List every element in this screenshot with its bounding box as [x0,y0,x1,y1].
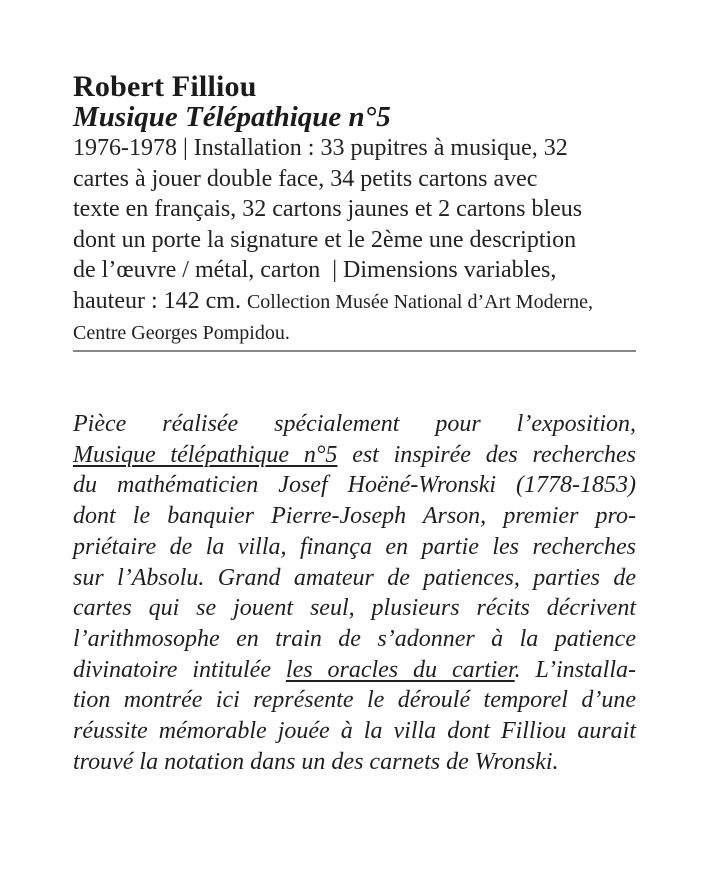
text-segment: cartes qui se jouent seul, plusieurs récits décrivent [73,595,636,622]
text-line [73,685,636,716]
text-segment: priétaire de la villa, finança en partie les recherches [73,533,636,560]
text-segment: cartes à jouer double face, 34 petits cartons avec [73,165,538,192]
text-line [73,133,636,164]
text-line [73,747,636,778]
work-title: Musique Télépathique n°5 [73,101,391,133]
text-line [73,655,636,686]
underlined-phrase: Musique télépathique n°5 [73,441,338,468]
text-line [73,286,636,318]
work-details [73,133,636,349]
text-line [73,593,636,624]
underlined-phrase: les oracles du cartier [285,656,515,683]
text-line [73,409,636,440]
text-line [73,470,636,501]
text-segment: l’arithmosophe en train de s’adonner à la patience [73,625,636,652]
divider-rule [73,350,636,352]
text-segment: de l’œuvre / métal, carton | Dimensions variables, [73,257,557,283]
text-line [73,501,636,532]
text-segment: Pièce réalisée spécialement pour l’exposition, [73,411,636,437]
artwork-caption-block [73,71,636,349]
text-line [73,563,636,594]
text-segment: dont le banquier Pierre-Joseph Arson, premier pro- [73,503,636,530]
text-segment: 1976-1978 | Installation : 33 pupitres à musique, 32 [73,135,568,161]
text-segment: du mathématicien Josef Hoëné-Wronski (1778-1853) [73,472,636,499]
text-segment: . L’installa- [514,656,636,683]
text-line [73,716,636,747]
text-line [73,164,636,195]
text-line [73,255,636,286]
text-segment: dont un porte la signature et le 2ème une description [73,226,577,253]
text-segment: texte en français, 32 cartons jaunes et 2 cartons bleus [73,196,583,222]
text-line [73,532,636,563]
text-line [73,624,636,655]
text-segment: divinatoire intitulée [73,656,286,683]
text-segment: tion montrée ici représente le déroulé temporel d’une [73,687,636,714]
text-line [73,225,636,256]
artist-name: Robert Filliou [73,70,257,103]
text-segment: hauteur : 142 cm. [73,287,247,314]
text-segment: Centre Georges Pompidou. [73,322,290,344]
text-segment: est inspirée des recherches [337,441,636,468]
text-line [73,194,636,225]
text-line [73,317,636,349]
text-segment: sur l’Absolu. Grand amateur de patiences, parties de [73,564,636,591]
text-segment: trouvé la notation dans un des carnets de Wronski. [73,748,559,775]
description-paragraph [73,409,636,777]
text-segment: réussite mémorable jouée à la villa dont Filliou aurait [73,718,636,745]
text-segment: Collection Musée National d’Art Moderne, [246,290,593,313]
text-line [73,440,636,471]
